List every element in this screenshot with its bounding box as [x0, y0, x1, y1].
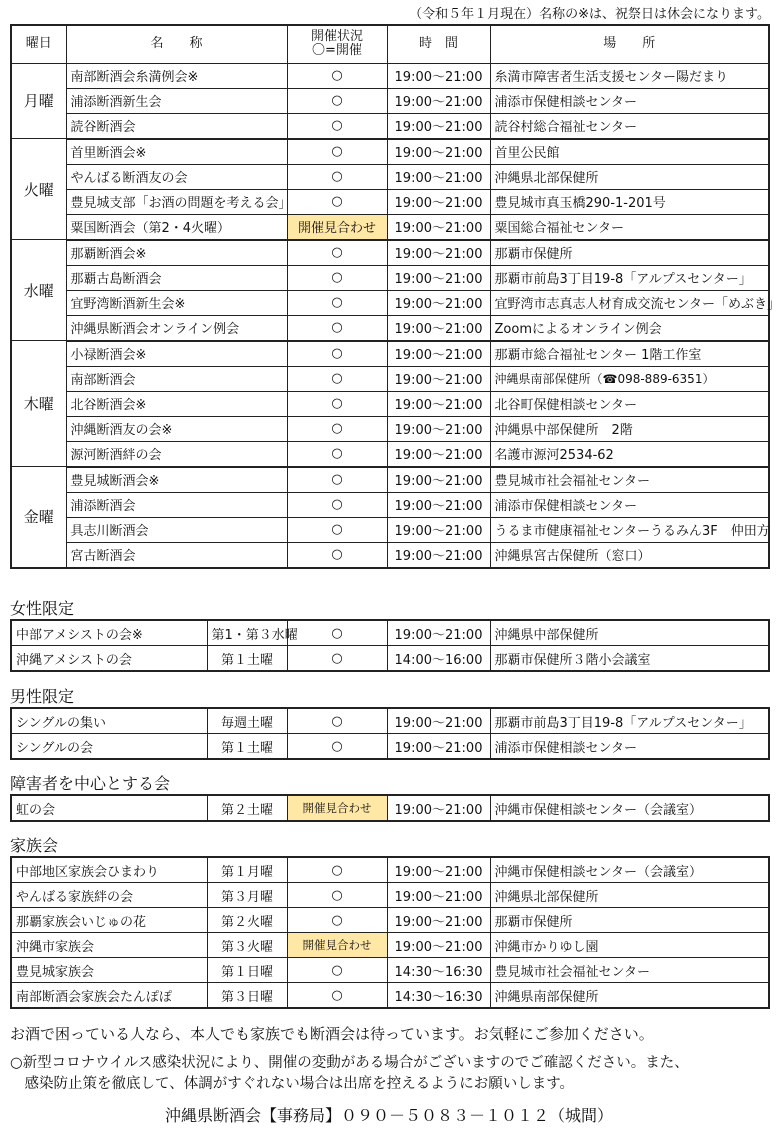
meeting-place: 那覇市保健所３階小会議室 — [490, 646, 769, 672]
status-open-mark: ○ — [287, 265, 387, 290]
meeting-name: 粟国断酒会（第2・4火曜） — [66, 214, 287, 240]
meeting-time: 19:00～21:00 — [387, 88, 490, 113]
status-open-mark: ○ — [287, 517, 387, 542]
status-open-mark: ○ — [287, 620, 387, 646]
section-table — [10, 707, 770, 760]
meeting-name: 南部断酒会家族会たんぽぽ — [11, 983, 207, 1009]
meeting-place: 名護市源河2534-62 — [490, 441, 769, 467]
table-row — [11, 214, 769, 240]
table-row — [11, 795, 769, 821]
table-row — [11, 933, 769, 958]
meeting-name: 南部断酒会 — [66, 366, 287, 391]
table-row — [11, 857, 769, 883]
header-place: 場 所 — [490, 25, 769, 63]
meeting-name: 豊見城家族会 — [11, 958, 207, 983]
meeting-schedule: 第３火曜 — [207, 933, 287, 958]
meeting-name: 宮古断酒会 — [66, 542, 287, 568]
status-open-mark: ○ — [287, 139, 387, 165]
table-row — [11, 265, 769, 290]
table-row — [11, 113, 769, 139]
meeting-time: 19:00～21:00 — [387, 542, 490, 568]
table-row — [11, 517, 769, 542]
meeting-name: やんばる家族絆の会 — [11, 883, 207, 908]
status-suspended-badge: 開催見合わせ — [287, 933, 387, 958]
table-row — [11, 240, 769, 266]
table-row — [11, 492, 769, 517]
meeting-place: 那覇市保健所 — [490, 908, 769, 933]
meeting-name: 小禄断酒会※ — [66, 341, 287, 367]
table-row — [11, 391, 769, 416]
header-status: 開催状況 〇=開催 — [287, 25, 387, 63]
meeting-place: 浦添市保健相談センター — [490, 88, 769, 113]
day-label: 木曜 — [11, 341, 66, 467]
meeting-schedule: 第２火曜 — [207, 908, 287, 933]
meeting-time: 19:00～21:00 — [387, 214, 490, 240]
footer-message: お酒で困っている人なら、本人でも家族でも断酒会は待っています。お気軽にご参加ください。 — [10, 1025, 654, 1043]
status-open-mark: ○ — [287, 883, 387, 908]
meeting-name: シングルの集い — [11, 708, 207, 734]
status-open-mark: ○ — [287, 240, 387, 266]
table-row — [11, 366, 769, 391]
meeting-name: 豊見城断酒会※ — [66, 467, 287, 493]
meeting-time: 19:00～21:00 — [387, 63, 490, 88]
day-label: 金曜 — [11, 467, 66, 568]
status-open-mark: ○ — [287, 646, 387, 672]
meeting-name: 読谷断酒会 — [66, 113, 287, 139]
header-note: （令和５年１月現在）名称の※は、祝祭日は休会になります。 — [409, 7, 770, 22]
meeting-schedule: 第１日曜 — [207, 958, 287, 983]
section-title: 家族会 — [10, 836, 59, 855]
meeting-time: 19:00～21:00 — [387, 883, 490, 908]
meeting-time: 19:00～21:00 — [387, 441, 490, 467]
meeting-place: 豊見城市社会福祉センター — [490, 467, 769, 493]
meeting-name: 中部アメシストの会※ — [11, 620, 207, 646]
section-title: 障害者を中心とする会 — [10, 774, 171, 793]
status-open-mark: ○ — [287, 467, 387, 493]
table-row — [11, 620, 769, 646]
header-name: 名 称 — [66, 25, 287, 63]
meeting-time: 19:00～21:00 — [387, 139, 490, 165]
table-row — [11, 983, 769, 1009]
meeting-place: 那覇市保健所 — [490, 240, 769, 266]
table-row — [11, 467, 769, 493]
office-contact: 沖縄県断酒会【事務局】０９０－５０８３－１０１２（城間） — [164, 1106, 613, 1125]
table-row — [11, 63, 769, 88]
meeting-time: 19:00～21:00 — [387, 341, 490, 367]
meeting-name: 那覇家族会いじゅの花 — [11, 908, 207, 933]
meeting-name: 豊見城支部「お酒の問題を考える会」 — [66, 189, 287, 214]
status-open-mark: ○ — [287, 366, 387, 391]
status-open-mark: ○ — [287, 164, 387, 189]
meeting-time: 19:00～21:00 — [387, 857, 490, 883]
meeting-schedule: 第３月曜 — [207, 883, 287, 908]
meeting-name: 沖縄市家族会 — [11, 933, 207, 958]
status-open-mark: ○ — [287, 315, 387, 341]
meeting-place: Zoomによるオンライン例会 — [490, 315, 769, 341]
meeting-place: 沖縄県南部保健所（☎098-889-6351） — [490, 366, 769, 391]
section-table — [10, 619, 770, 672]
meeting-schedule: 第３日曜 — [207, 983, 287, 1009]
meeting-place: 豊見城市社会福祉センター — [490, 958, 769, 983]
meeting-place: 読谷村総合福祉センター — [490, 113, 769, 139]
weekday-schedule-table — [10, 24, 780, 569]
meeting-place: 首里公民館 — [490, 139, 769, 165]
table-row — [11, 341, 769, 367]
status-open-mark: ○ — [287, 983, 387, 1009]
table-row — [11, 908, 769, 933]
meeting-time: 14:30～16:30 — [387, 958, 490, 983]
meeting-schedule: 第１土曜 — [207, 646, 287, 672]
meeting-name: 那覇断酒会※ — [66, 240, 287, 266]
meeting-time: 19:00～21:00 — [387, 492, 490, 517]
meeting-name: 宜野湾断酒新生会※ — [66, 290, 287, 315]
section-title: 女性限定 — [10, 599, 75, 618]
meeting-time: 19:00～21:00 — [387, 391, 490, 416]
table-row — [11, 290, 769, 315]
status-open-mark: ○ — [287, 958, 387, 983]
meeting-time: 19:00～21:00 — [387, 734, 490, 760]
meeting-schedule: 第１土曜 — [207, 734, 287, 760]
meeting-place: うるま市健康福祉センターうるみん3F 仲田方 — [490, 517, 769, 542]
status-open-mark: ○ — [287, 416, 387, 441]
meeting-time: 19:00～21:00 — [387, 620, 490, 646]
meeting-time: 14:00～16:00 — [387, 646, 490, 672]
meeting-time: 19:00～21:00 — [387, 708, 490, 734]
meeting-place: 豊見城市真玉橋290-1-201号 — [490, 189, 769, 214]
status-open-mark: ○ — [287, 441, 387, 467]
table-row — [11, 315, 769, 341]
meeting-place: 沖縄県南部保健所 — [490, 983, 769, 1009]
meeting-time: 19:00～21:00 — [387, 265, 490, 290]
status-open-mark: ○ — [287, 708, 387, 734]
meeting-name: 浦添断酒新生会 — [66, 88, 287, 113]
status-open-mark: ○ — [287, 88, 387, 113]
meeting-schedule: 毎週土曜 — [207, 708, 287, 734]
table-row — [11, 416, 769, 441]
meeting-name: 具志川断酒会 — [66, 517, 287, 542]
meeting-name: シングルの会 — [11, 734, 207, 760]
meeting-name: 南部断酒会糸満例会※ — [66, 63, 287, 88]
table-row — [11, 441, 769, 467]
day-label: 火曜 — [11, 139, 66, 240]
status-suspended-badge: 開催見合わせ — [287, 795, 387, 821]
table-row — [11, 708, 769, 734]
meeting-time: 19:00～21:00 — [387, 366, 490, 391]
section-table — [10, 794, 770, 822]
status-open-mark: ○ — [287, 492, 387, 517]
footer-notice-2: 感染防止策を徹底して、体調がすぐれない場合は出席を控えるようにお願いします。 — [10, 1076, 575, 1092]
meeting-time: 19:00～21:00 — [387, 113, 490, 139]
table-row — [11, 88, 769, 113]
meeting-place: 沖縄県北部保健所 — [490, 883, 769, 908]
status-suspended-badge: 開催見合わせ — [287, 214, 387, 240]
meeting-name: 沖縄断酒友の会※ — [66, 416, 287, 441]
meeting-place: 浦添市保健相談センター — [490, 734, 769, 760]
meeting-place: 沖縄市かりゆし園 — [490, 933, 769, 958]
table-row — [11, 542, 769, 568]
meeting-place: 那覇市総合福祉センター 1階工作室 — [490, 341, 769, 367]
meeting-place: 沖縄県宮古保健所（窓口） — [490, 542, 769, 568]
meeting-time: 19:00～21:00 — [387, 290, 490, 315]
meeting-time: 19:00～21:00 — [387, 933, 490, 958]
day-label: 月曜 — [11, 63, 66, 139]
day-label: 水曜 — [11, 240, 66, 341]
meeting-name: 首里断酒会※ — [66, 139, 287, 165]
section-title: 男性限定 — [10, 687, 75, 706]
status-open-mark: ○ — [287, 341, 387, 367]
header-time: 時 間 — [387, 25, 490, 63]
table-row — [11, 164, 769, 189]
meeting-name: 沖縄県断酒会オンライン例会 — [66, 315, 287, 341]
table-row — [11, 646, 769, 672]
meeting-time: 19:00～21:00 — [387, 240, 490, 266]
meeting-name: 源河断酒絆の会 — [66, 441, 287, 467]
status-open-mark: ○ — [287, 908, 387, 933]
status-open-mark: ○ — [287, 857, 387, 883]
meeting-name: 北谷断酒会※ — [66, 391, 287, 416]
meeting-place: 粟国総合福祉センター — [490, 214, 769, 240]
meeting-time: 19:00～21:00 — [387, 315, 490, 341]
meeting-place: 沖縄市保健相談センター（会議室） — [490, 857, 769, 883]
meeting-time: 19:00～21:00 — [387, 795, 490, 821]
meeting-time: 19:00～21:00 — [387, 908, 490, 933]
section-table — [10, 856, 770, 1009]
meeting-place: 沖縄県北部保健所 — [490, 164, 769, 189]
table-row — [11, 734, 769, 760]
table-row — [11, 189, 769, 214]
meeting-name: やんばる断酒友の会 — [66, 164, 287, 189]
meeting-schedule: 第２土曜 — [207, 795, 287, 821]
status-open-mark: ○ — [287, 290, 387, 315]
meeting-name: 中部地区家族会ひまわり — [11, 857, 207, 883]
meeting-place: 沖縄県中部保健所 2階 — [490, 416, 769, 441]
table-row — [11, 958, 769, 983]
meeting-place: 糸満市障害者生活支援センター陽だまり — [490, 63, 769, 88]
meeting-name: 那覇古島断酒会 — [66, 265, 287, 290]
status-open-mark: ○ — [287, 734, 387, 760]
status-open-mark: ○ — [287, 63, 387, 88]
meeting-place: 那覇市前島3丁目19-8「アルプスセンター」 — [490, 265, 769, 290]
status-open-mark: ○ — [287, 189, 387, 214]
status-open-mark: ○ — [287, 113, 387, 139]
header-day: 曜日 — [11, 25, 66, 63]
meeting-place: 沖縄市保健相談センター（会議室） — [490, 795, 769, 821]
meeting-time: 19:00～21:00 — [387, 189, 490, 214]
meeting-place: 沖縄県中部保健所 — [490, 620, 769, 646]
meeting-name: 沖縄アメシストの会 — [11, 646, 207, 672]
meeting-place: 那覇市前島3丁目19-8「アルプスセンター」 — [490, 708, 769, 734]
meeting-time: 19:00～21:00 — [387, 164, 490, 189]
footer-notice-1: ○新型コロナウイルス感染状況により、開催の変動がある場合がございますのでご確認ください。また、 — [10, 1055, 689, 1071]
meeting-name: 浦添断酒会 — [66, 492, 287, 517]
meeting-name: 虹の会 — [11, 795, 207, 821]
status-open-mark: ○ — [287, 542, 387, 568]
meeting-time: 19:00～21:00 — [387, 517, 490, 542]
meeting-place: 北谷町保健相談センター — [490, 391, 769, 416]
meeting-time: 19:00～21:00 — [387, 416, 490, 441]
meeting-schedule: 第１月曜 — [207, 857, 287, 883]
meeting-schedule: 第1・第３水曜 — [207, 620, 287, 646]
meeting-time: 14:30～16:30 — [387, 983, 490, 1009]
table-row — [11, 139, 769, 165]
meeting-time: 19:00～21:00 — [387, 467, 490, 493]
table-row — [11, 883, 769, 908]
meeting-place: 宜野湾市志真志人材育成交流センター「めぶき」 — [490, 290, 769, 315]
meeting-place: 浦添市保健相談センター — [490, 492, 769, 517]
status-open-mark: ○ — [287, 391, 387, 416]
